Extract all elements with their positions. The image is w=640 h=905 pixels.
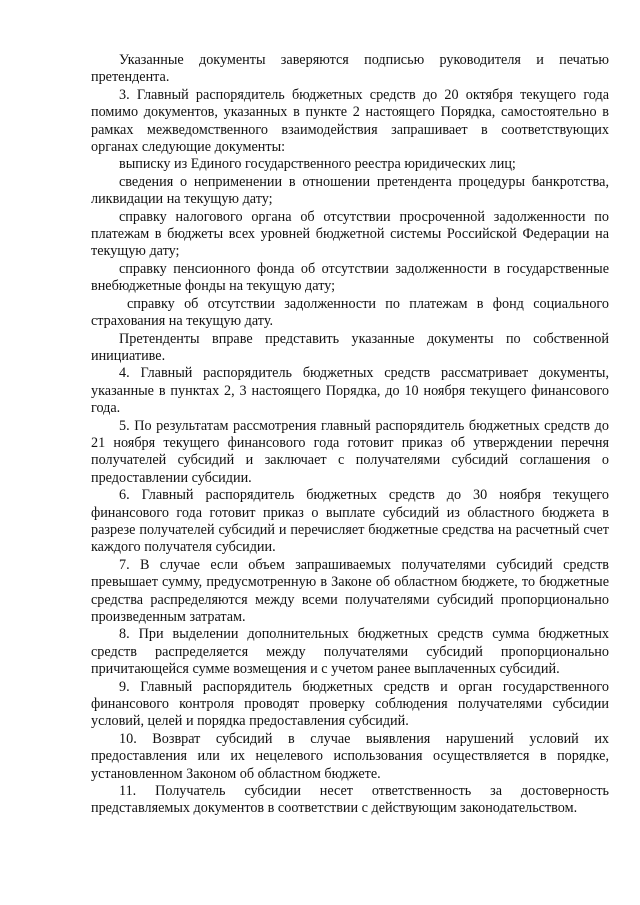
paragraph-item-10: 10. Возврат субсидий в случае выявления нарушений условий их предоставления или их нецелевого использования осуществляется в порядке, установленном Законом об областном бюджете. [91, 730, 609, 782]
paragraph-item-8: 8. При выделении дополнительных бюджетных средств сумма бюджетных средств распределяется между получателями субсидий пропорционально причитающейся сумме возмещения и с учетом ранее выплаченных субсидий. [91, 626, 609, 678]
document-page [91, 52, 609, 818]
paragraph-item-7: 7. В случае если объем запрашиваемых получателями субсидий средств превышает сумму, предусмотренную в Законе об областном бюджете, то бюджетные средства распределяются между всеми получателями субсидий пропорционально произведенным затратам. [91, 556, 609, 625]
paragraph-item-11: 11. Получатель субсидии несет ответственность за достоверность представляемых документов в соответствии с действующим законодательством. [91, 783, 609, 817]
list-item-social-insurance-certificate: справку об отсутствии задолженности по платежам в фонд социального страхования на текущую дату. [91, 295, 609, 330]
paragraph-item-5: 5. По результатам рассмотрения главный распорядитель бюджетных средств до 21 ноября текущего финансового года готовит приказ об утверждении перечня получателей субсидий и заключает с получателями субсидий соглашения о предоставлении субсидии. [91, 417, 609, 486]
paragraph-item-6: 6. Главный распорядитель бюджетных средств до 30 ноября текущего финансового года готовит приказ о выплате субсидий из областного бюджета в разрезе получателей субсидий и перечисляет бюджетные средства на расчетный счет каждого получателя субсидии. [91, 487, 609, 556]
paragraph-own-initiative: Претенденты вправе представить указанные документы по собственной инициативе. [91, 330, 609, 364]
paragraph-item-3: 3. Главный распорядитель бюджетных средств до 20 октября текущего года помимо документов, указанных в пункте 2 настоящего Порядка, самостоятельно в рамках межведомственного взаимодействия запрашивает в соответствующих органах следующие документы: [91, 86, 609, 156]
list-item-registry-extract: выписку из Единого государственного реестра юридических лиц; [119, 156, 516, 173]
paragraph-item-4: 4. Главный распорядитель бюджетных средств рассматривает документы, указанные в пунктах 2, 3 настоящего Порядка, до 10 ноября текущего финансового года. [91, 365, 609, 417]
paragraph-certification: Указанные документы заверяются подписью руководителя и печатью претендента. [91, 52, 609, 86]
list-item-bankruptcy-info: сведения о неприменении в отношении претендента процедуры банкротства, ликвидации на текущую дату; [91, 173, 609, 208]
list-item-pension-certificate: справку пенсионного фонда об отсутствии задолженности в государственные внебюджетные фонды на текущую дату; [91, 260, 609, 295]
list-item-tax-certificate: справку налогового органа об отсутствии просроченной задолженности по платежам в бюджеты всех уровней бюджетной системы Российской Федерации на текущую дату; [91, 208, 609, 260]
paragraph-item-9: 9. Главный распорядитель бюджетных средств и орган государственного финансового контроля проводят проверку соблюдения получателями субсидии условий, целей и порядка предоставления субсидий. [91, 678, 609, 730]
